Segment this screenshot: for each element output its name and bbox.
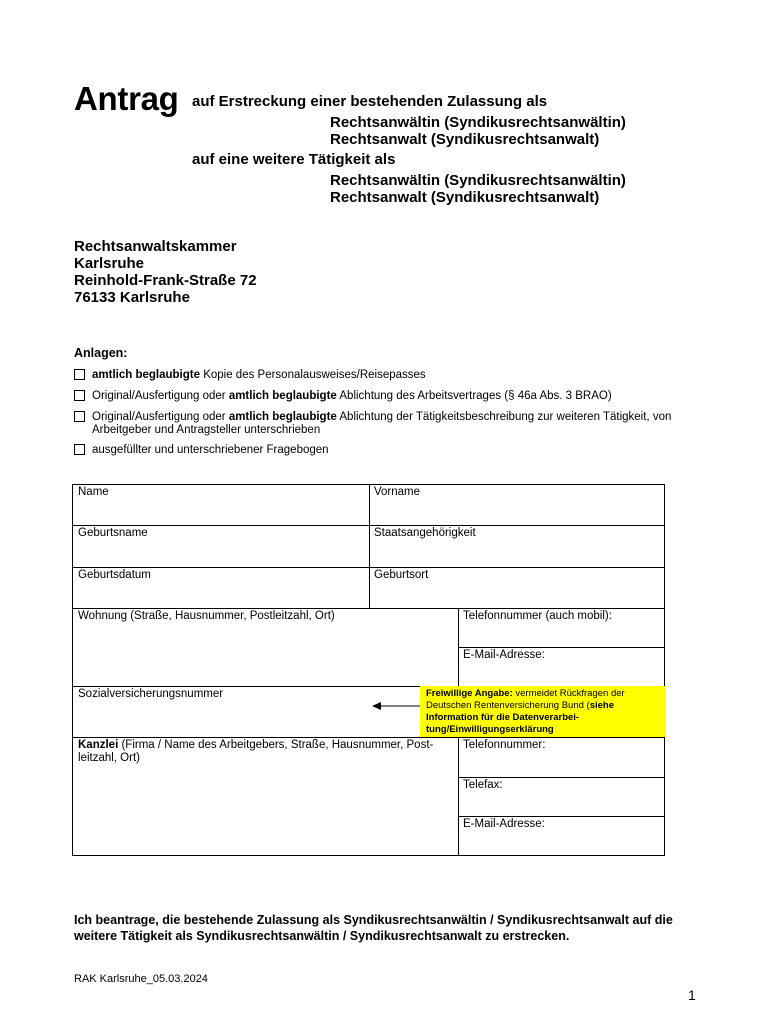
anlage-checkbox-3[interactable] (74, 411, 85, 422)
anlage-checkbox-4[interactable] (74, 444, 85, 455)
address-line-3: Reinhold-Frank-Straße 72 (74, 272, 257, 289)
staatsangehoerigkeit-field[interactable]: Staatsangehörigkeit (374, 527, 476, 539)
telefon-field[interactable]: Telefonnummer: (463, 739, 546, 751)
title-line-1: auf Erstreckung einer bestehenden Zulassung als (192, 93, 548, 110)
address-line-4: 76133 Karlsruhe (74, 289, 190, 306)
anlage-checkbox-2[interactable] (74, 390, 85, 401)
anlage-text-3: Original/Ausfertigung oder amtlich beglaubigte Ablichtung der Tätigkeitsbeschreibung zur weiteren Tätigkeit, von Arbeitgeber und Antragsteller unterschrieben (92, 411, 672, 436)
title-line-2: auf eine weitere Tätigkeit als (192, 151, 396, 168)
anlage-item-2 (74, 390, 694, 404)
anlage-checkbox-1[interactable] (74, 369, 85, 380)
geburtsdatum-field[interactable]: Geburtsdatum (78, 569, 151, 581)
form-title: Antrag (74, 80, 179, 117)
request-statement: Ich beantrage, die bestehende Zulassung als Syndikusrechtsanwältin / Syndikusrechtsanwalt auf die weitere Tätigkeit als Syndikusrechtsanwältin / Syndikusrechtsanwalt zu erstrecken. (74, 913, 673, 943)
title-option-4: Rechtsanwalt (Syndikusrechtsanwalt) (330, 189, 600, 206)
title-option-2: Rechtsanwalt (Syndikusrechtsanwalt) (330, 131, 600, 148)
address-line-2: Karlsruhe (74, 255, 145, 272)
name-field[interactable]: Name (78, 486, 109, 498)
anlage-text-2: Original/Ausfertigung oder amtlich beglaubigte Ablichtung des Arbeitsvertrages (§ 46a Abs. 3 BRAO) (92, 390, 612, 402)
telefon-mobil-field[interactable]: Telefonnummer (auch mobil): (463, 610, 612, 622)
email-field-1[interactable]: E-Mail-Adresse: (463, 649, 545, 661)
footer-version: RAK Karlsruhe_05.03.2024 (74, 973, 208, 985)
title-option-3: Rechtsanwältin (Syndikusrechtsanwältin) (330, 172, 626, 189)
anlage-item-1 (74, 369, 694, 383)
kanzlei-field[interactable]: Kanzlei (Firma / Name des Arbeitgebers, Straße, Hausnummer, Post-leitzahl, Ort) (78, 739, 434, 764)
sozialversicherung-field[interactable]: Sozialversicherungsnummer (78, 688, 224, 700)
anlage-text-4: ausgefüllter und unterschriebener Fragebogen (92, 444, 329, 456)
anlage-item-4 (74, 444, 694, 458)
title-option-1: Rechtsanwältin (Syndikusrechtsanwältin) (330, 114, 626, 131)
geburtsort-field[interactable]: Geburtsort (374, 569, 429, 581)
email-field-2[interactable]: E-Mail-Adresse: (463, 818, 545, 830)
anlagen-heading: Anlagen: (74, 346, 128, 360)
anlage-text-1: amtlich beglaubigte Kopie des Personalausweises/Reisepasses (92, 369, 426, 381)
vorname-field[interactable]: Vorname (374, 486, 421, 498)
arrow-left-icon (372, 700, 422, 712)
page-number: 1 (688, 987, 696, 1003)
voluntary-info-note: Freiwillige Angabe: vermeidet Rückfragen der Deutschen Rentenversicherung Bund (siehe Information für die Datenverarbei-tung/Einwilligungserklärung (420, 686, 665, 737)
wohnung-field[interactable]: Wohnung (Straße, Hausnummer, Postleitzahl, Ort) (78, 610, 335, 622)
anlage-item-3 (74, 411, 694, 436)
address-line-1: Rechtsanwaltskammer (74, 238, 237, 255)
geburtsname-field[interactable]: Geburtsname (78, 527, 148, 539)
telefax-field[interactable]: Telefax: (463, 779, 503, 791)
